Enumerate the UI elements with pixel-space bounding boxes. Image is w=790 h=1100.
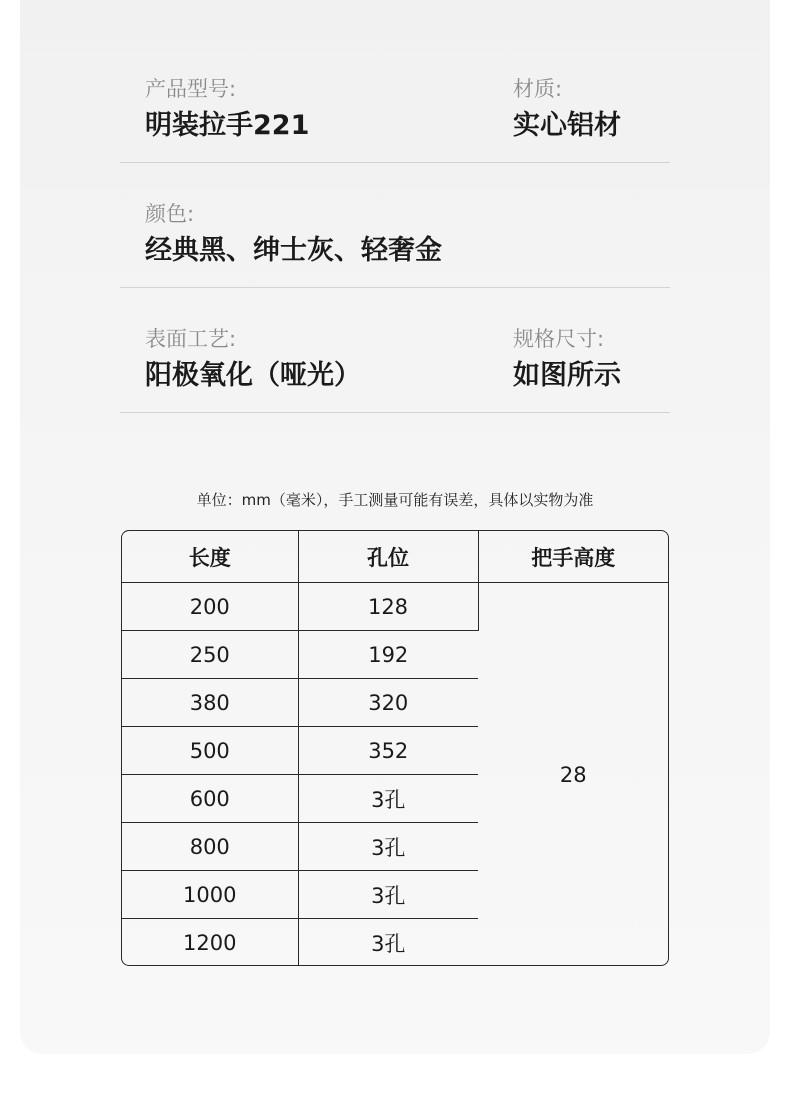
hole-cell: 3孔: [298, 823, 478, 871]
finish-value: 阳极氧化（哑光）: [145, 360, 361, 391]
table-header-row: [122, 531, 668, 583]
model-label: 产品型号:: [145, 77, 237, 101]
color-field: [145, 199, 442, 269]
hole-cell: 192: [298, 631, 478, 679]
color-value: 经典黑、绅士灰、轻奢金: [145, 235, 442, 266]
hole-cell: 320: [298, 679, 478, 727]
length-cell: 1000: [122, 871, 298, 919]
spec-row-color: [120, 199, 670, 288]
length-cell: 380: [122, 679, 298, 727]
hole-cell: 3孔: [298, 775, 478, 823]
table-row: [122, 583, 668, 631]
length-cell: 500: [122, 727, 298, 775]
model-value: 明装拉手221: [145, 110, 310, 141]
size-label: 规格尺寸:: [513, 327, 605, 351]
length-cell: 200: [122, 583, 298, 631]
length-cell: 250: [122, 631, 298, 679]
size-field: [513, 324, 621, 394]
finish-field: [145, 324, 361, 394]
material-value: 实心铝材: [513, 110, 621, 141]
spec-row-finish-size: [120, 324, 670, 413]
header-handle-height: 把手高度: [478, 531, 668, 583]
length-cell: 600: [122, 775, 298, 823]
model-field: [145, 74, 309, 144]
handle-height-cell: 28: [559, 762, 587, 787]
size-table: [121, 530, 669, 966]
header-length: 长度: [122, 531, 298, 583]
unit-note: 单位：mm（毫米），手工测量可能有误差，具体以实物为准: [196, 491, 594, 509]
length-cell: 800: [122, 823, 298, 871]
header-hole: 孔位: [298, 531, 478, 583]
hole-cell: 128: [298, 583, 478, 631]
color-label: 颜色:: [145, 202, 195, 226]
hole-cell: 3孔: [371, 931, 406, 956]
material-label: 材质:: [513, 77, 563, 101]
material-field: [513, 74, 621, 144]
size-value: 如图所示: [513, 360, 621, 391]
hole-cell: 3孔: [298, 871, 478, 919]
length-cell: 1200: [122, 919, 298, 967]
hole-cell: 352: [298, 727, 478, 775]
spec-row-model-material: [120, 74, 670, 163]
finish-label: 表面工艺:: [145, 327, 237, 351]
